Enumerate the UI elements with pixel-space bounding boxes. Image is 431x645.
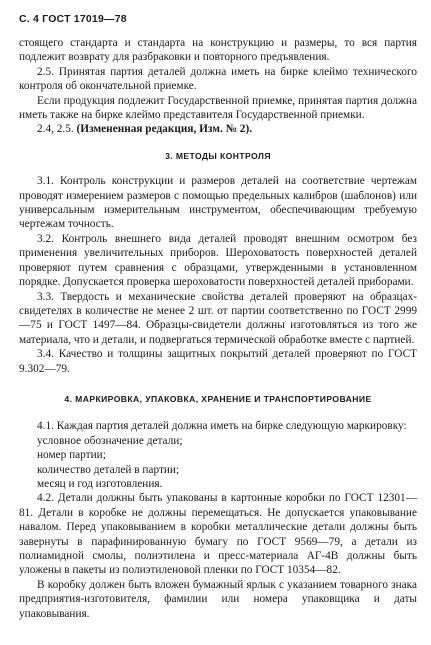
amendment-note — [19, 122, 417, 136]
amendment-prefix: 2.4, 2.5. — [37, 123, 77, 136]
list-item: условное обозначение детали; — [37, 434, 183, 447]
page-header: С. 4 ГОСТ 17019—78 — [19, 13, 127, 25]
paragraph-3-1: 3.1. Контроль конструкции и размеров деталей на соответствие чертежам проводят измерением размеров с помощью предельных калибров (шаблонов) или универсальным измерительным инструментом, обеспечивающим требуемую чертежам точность. — [19, 175, 417, 231]
paragraph-3-3: 3.3. Твердость и механические свойства деталей проверяют на образцах-свидетелях в количестве не менее 2 шт. от партии соответственно по ГОСТ 2999—75 и ГОСТ 1497—84. Образцы-свидетели должны изготовляться из того же материала, что и детали, и подвергаться термической обработке вместе с партией. — [19, 290, 417, 346]
list-item: месяц и год изготовления. — [37, 477, 163, 490]
paragraph-continuation: стоящего стандарта и стандарта на конструкцию и размеры, то вся партия подлежит возврату для разбраковки и повторного предъявления. — [19, 37, 417, 64]
paragraph-4-1: 4.1. Каждая партия деталей должна иметь на бирке следующую маркировку: — [37, 420, 407, 433]
paragraph-3-2: 3.2. Контроль внешнего вида деталей проводят внешним осмотром без применения увеличительных приборов. Шероховатость поверхностей деталей проверяют путем сравнения с образцами, утвержденными в установленном порядке. Допускается проверка шероховатости поверхностей деталей приборами. — [19, 232, 417, 289]
list-item: номер партии; — [37, 449, 106, 462]
paragraph-2-5: 2.5. Принятая партия деталей должна иметь на бирке клеймо технического контроля об окончательной приемке. — [19, 65, 417, 93]
section-4-heading: 4. МАРКИРОВКА, УПАКОВКА, ХРАНЕНИЕ И ТРАНСПОРТИРОВАНИЕ — [64, 393, 372, 404]
amendment-text: (Измененная редакция, Изм. № 2). — [76, 123, 253, 136]
paragraph-4-2: 4.2. Детали должны быть упакованы в картонные коробки по ГОСТ 12301—81. Детали в коробке не должны перемещаться. Не допускается упаковывание навалом. Перед упаковыванием в коробки металлические детали должны быть завернуты в парафинированную бумагу по ГОСТ 9569—79, а детали из полиамидной смолы, полиэтилена и пресс-материала АГ-4В должны быть уложены в пакеты из полиэтиленовой пленки по ГОСТ 10354—82. — [19, 492, 417, 577]
section-3-heading: 3. МЕТОДЫ КОНТРОЛЯ — [165, 150, 271, 161]
list-item: количество деталей в партии; — [37, 463, 180, 476]
paragraph-4-2-extra: В коробку должен быть вложен бумажный ярлык с указанием товарного знака предприятия-изготовителя, фамилии или номера упаковщика и даты упаковывания. — [19, 578, 417, 620]
paragraph-2-5-extra: Если продукция подлежит Государственной приемке, принятая партия должна иметь также на бирке клеймо представителя Государственной приемки. — [19, 94, 417, 122]
page-body — [19, 36, 417, 621]
paragraph-3-4: 3.4. Качество и толщины защитных покрытий деталей проверяют по ГОСТ 9.302—79. — [19, 348, 417, 375]
